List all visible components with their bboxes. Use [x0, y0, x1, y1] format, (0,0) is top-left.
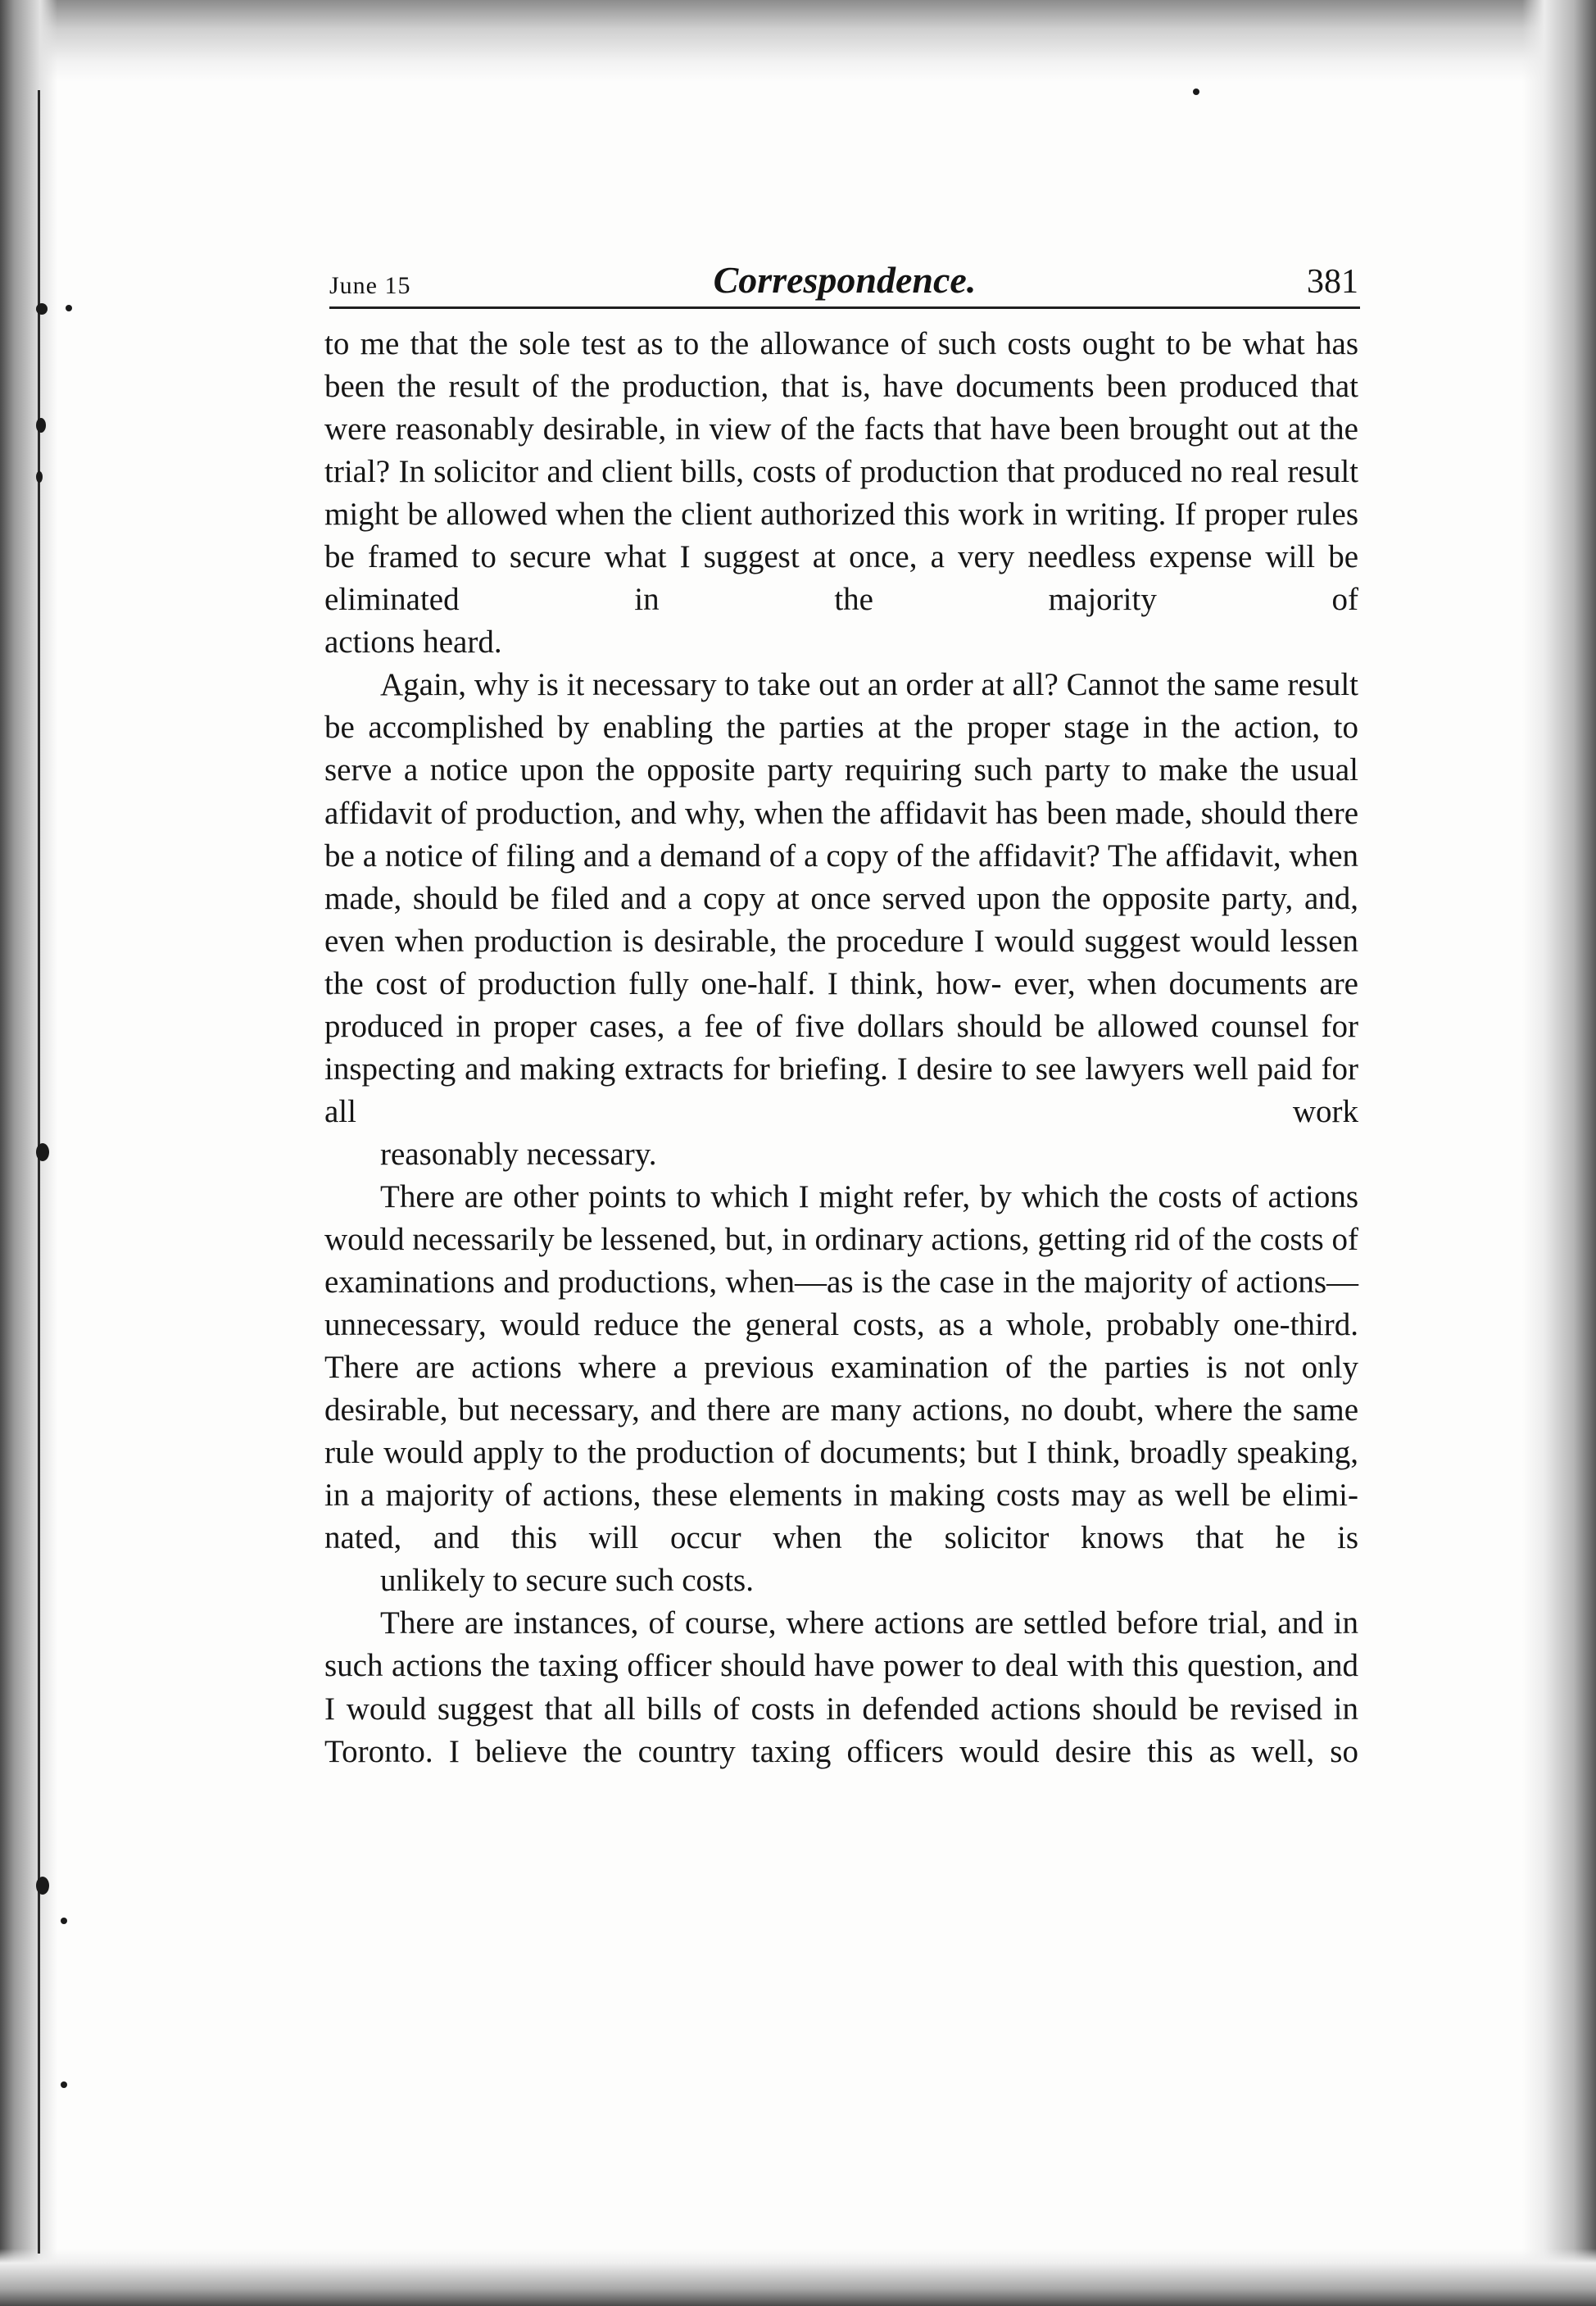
page-number: 381 [1307, 263, 1358, 301]
text-line: extracts for briefing. I desire to see lawyers well paid for all work [324, 1051, 1358, 1129]
text-line: affidavit of production, and why, when the affidavit has been [324, 795, 1107, 831]
text-line: might be allowed when the client authorized this work in [324, 497, 1058, 533]
scan-edge-top [0, 0, 1596, 82]
scan-speck [36, 1877, 49, 1895]
scan-speck [36, 471, 43, 483]
scan-speck [36, 1143, 49, 1161]
text-line: There are other points to which I might refer, by which the [380, 1178, 1149, 1214]
running-head [329, 239, 1360, 309]
text-line-last: actions heard. [324, 624, 502, 660]
text-line: I believe the country taxing officers would desire this as well, so [448, 1733, 1358, 1769]
scan-edge-bottom [0, 2249, 1596, 2306]
text-line: nated, and this will occur when the solicitor knows that he is [324, 1520, 1358, 1556]
text-line: Again, why is it necessary to take out an order at all? [380, 667, 1059, 703]
paragraph [324, 1602, 1358, 1773]
text-line: dollars should be allowed counsel for inspecting and making [324, 1008, 1358, 1087]
text-line: Cannot the same result be accomplished by enabling the parties [324, 667, 1358, 746]
scan-speck [66, 305, 72, 311]
text-line: to me that the sole test as to the allowance of such costs ought [324, 326, 1155, 361]
scan-speck [61, 1918, 67, 1924]
article-body [324, 323, 1358, 1773]
text-line: the opposite party requiring such party to make the usual [596, 752, 1359, 788]
text-line: no doubt, where the same rule would apply to the production of [324, 1392, 1359, 1471]
scan-speck [1193, 89, 1199, 95]
scan-speck [36, 418, 46, 433]
text-line: at the proper stage in the action, to serve a notice upon [324, 710, 1358, 788]
text-line: costs of actions would necessarily be lessened, but, in ordinary [324, 1178, 1358, 1257]
text-line: actions, these elements in making costs may as well be elimi- [542, 1478, 1358, 1514]
text-line: power to deal with this question, and I would suggest that all [324, 1648, 1359, 1727]
text-line: before trial, and in such actions the taxing officer should have [324, 1605, 1359, 1684]
text-line: when production is desirable, the procedure I would suggest [394, 923, 1181, 959]
text-line: a copy at once served upon the opposite party, and, even [324, 880, 1359, 959]
paragraph [324, 664, 1358, 1176]
binding-rule [38, 90, 40, 2254]
paragraph [324, 1176, 1358, 1602]
scan-speck [36, 303, 48, 315]
text-line: documents been produced that were reasonably desirable, in view [324, 369, 1359, 447]
text-line: There are actions where a previous examination of the parties is [324, 1350, 1228, 1386]
text-line: There are instances, of course, where actions are settled [380, 1605, 1107, 1641]
header-date: June 15 [329, 272, 411, 299]
text-line: when—as is the case in the majority of actions—unnecessary, [324, 1264, 1359, 1343]
text-line: documents; but I think, broadly speaking, in a majority of [324, 1435, 1359, 1514]
text-line: of the affidavit? The affidavit, when made, should be filed and [324, 838, 1359, 916]
scan-speck [61, 2081, 67, 2088]
scan-edge-right [1522, 0, 1596, 2306]
text-line: writing. If proper rules be framed to secure what I suggest at [324, 497, 1358, 575]
text-line-last: reasonably necessary. [380, 1136, 657, 1172]
text-line: ever, when documents are produced in proper cases, a fee of five [324, 965, 1358, 1044]
text-line: actions, getting rid of the costs of examinations and productions, [324, 1221, 1359, 1301]
text-line: not only desirable, but necessary, and there are many actions, [324, 1350, 1359, 1428]
text-line: made, should there be a notice of filing and a demand of a copy [324, 795, 1359, 874]
text-line: once, a very needless expense will be eliminated in the majority of [324, 539, 1359, 618]
text-line: would lessen the cost of production fully one-half. I think, how- [324, 923, 1359, 1001]
text-line: to be what has been the result of the production, that is, have [324, 326, 1359, 405]
text-line-last: unlikely to secure such costs. [380, 1563, 754, 1599]
text-line: and client bills, costs of production that produced no real result [546, 454, 1358, 490]
text-line: would reduce the general costs, as a whole, probably one-third. [500, 1307, 1359, 1343]
paragraph [324, 323, 1358, 664]
header-title: Correspondence. [713, 259, 977, 301]
text-line: bills of costs in defended actions should be revised in Toronto. [324, 1691, 1359, 1769]
text-line: of the facts that have been brought out at the trial? In solicitor [324, 411, 1358, 490]
